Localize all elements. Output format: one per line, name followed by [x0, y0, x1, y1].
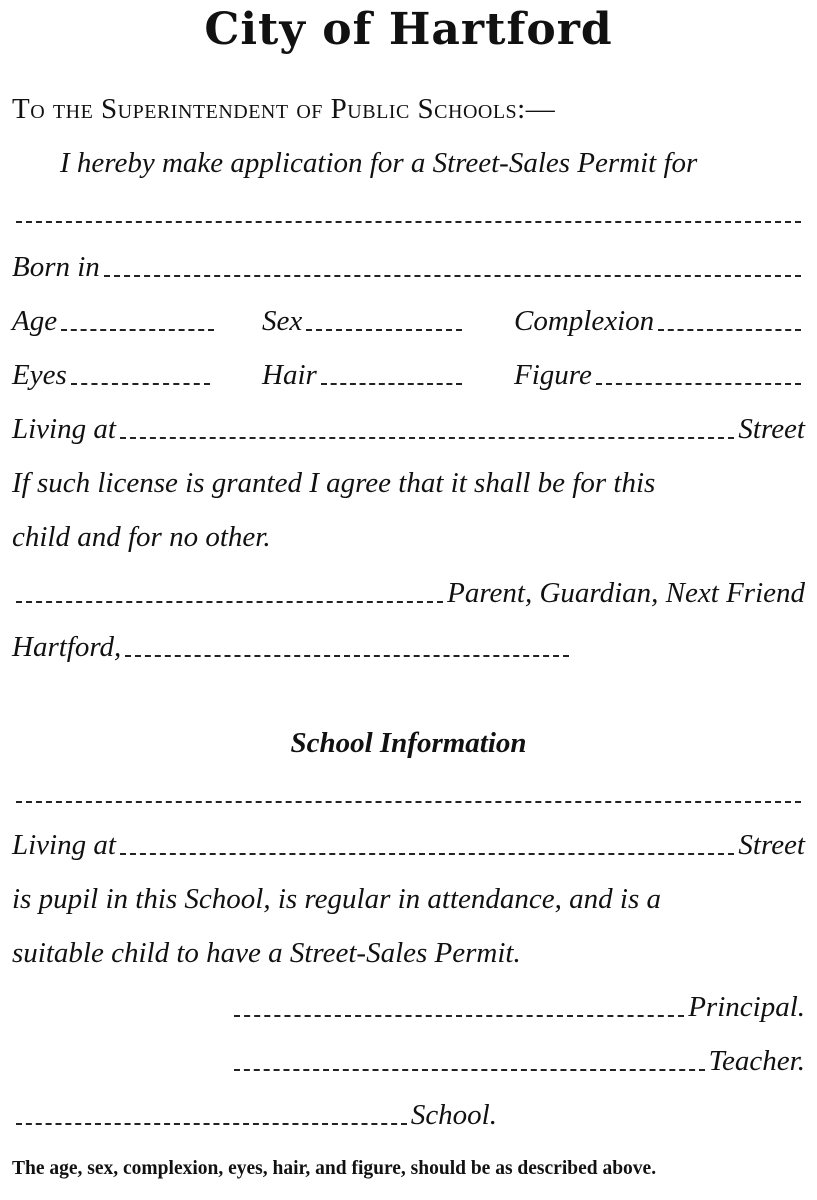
pupil-row-2 [12, 930, 805, 970]
parent-signature-row [12, 570, 805, 610]
eyes-field[interactable] [71, 383, 210, 385]
application-row [60, 140, 805, 180]
parent-label: Parent, Guardian, Next Friend [447, 577, 805, 609]
principal-label: Principal. [688, 991, 805, 1023]
teacher-signature-field[interactable] [234, 1069, 705, 1071]
teacher-row [230, 1038, 805, 1078]
eyes-hair-figure-row [12, 352, 805, 392]
complexion-group [514, 305, 805, 338]
born-in-row [12, 244, 805, 284]
age-group [12, 305, 262, 338]
parent-signature-field[interactable] [16, 601, 443, 603]
living-at-label: Living at [12, 413, 116, 445]
hair-field[interactable] [321, 383, 462, 385]
salutation: To the Superintendent of Public Schools:— [12, 93, 556, 125]
school-name-field[interactable] [16, 1123, 407, 1125]
born-in-field[interactable] [104, 275, 801, 277]
age-label: Age [12, 305, 58, 337]
applicant-name-row [12, 190, 805, 230]
sex-label: Sex [262, 305, 303, 337]
figure-label: Figure [514, 359, 592, 391]
agreement-row-2 [12, 514, 805, 554]
school-name-row [12, 1092, 497, 1132]
salutation-row [12, 86, 805, 126]
hartford-date-field[interactable] [125, 655, 569, 657]
sex-field[interactable] [306, 329, 462, 331]
born-in-label: Born in [12, 251, 100, 283]
pupil-row-1 [12, 876, 805, 916]
agreement-text-1: If such license is granted I agree that it shall be for this [12, 467, 656, 499]
hartford-label: Hartford, [12, 631, 122, 663]
principal-signature-field[interactable] [234, 1015, 684, 1017]
school-heading: School Information [290, 727, 527, 759]
school-pupil-name-field[interactable] [16, 801, 801, 803]
footer-note: The age, sex, complexion, eyes, hair, and figure, should be as described above. [12, 1158, 657, 1179]
sex-group [262, 305, 514, 338]
school-living-at-field[interactable] [120, 853, 735, 855]
principal-row [230, 984, 805, 1024]
school-street-label: Street [738, 829, 805, 861]
pupil-text-2: suitable child to have a Street-Sales Permit. [12, 937, 521, 969]
school-living-at-row [12, 822, 805, 862]
complexion-label: Complexion [514, 305, 655, 337]
hair-label: Hair [262, 359, 317, 391]
hair-group [262, 359, 514, 392]
teacher-label: Teacher. [708, 1045, 805, 1077]
eyes-label: Eyes [12, 359, 67, 391]
agreement-text-2: child and for no other. [12, 521, 271, 553]
age-field[interactable] [61, 329, 214, 331]
eyes-group [12, 359, 262, 392]
living-at-row [12, 406, 805, 446]
pupil-text-1: is pupil in this School, is regular in attendance, and is a [12, 883, 661, 915]
applicant-name-field[interactable] [16, 221, 801, 223]
school-living-at-label: Living at [12, 829, 116, 861]
school-label: School. [410, 1099, 497, 1131]
street-label: Street [738, 413, 805, 445]
hartford-date-row [12, 624, 573, 664]
figure-group [514, 359, 805, 392]
form-title: City of Hartford [204, 4, 613, 55]
living-at-field[interactable] [120, 437, 735, 439]
school-pupil-name-row [12, 770, 805, 810]
complexion-field[interactable] [658, 329, 801, 331]
figure-field[interactable] [596, 383, 801, 385]
age-sex-complexion-row [12, 298, 805, 338]
agreement-row-1 [12, 460, 805, 500]
application-text: I hereby make application for a Street-Sales Permit for [60, 147, 698, 179]
school-heading-row [12, 720, 805, 760]
